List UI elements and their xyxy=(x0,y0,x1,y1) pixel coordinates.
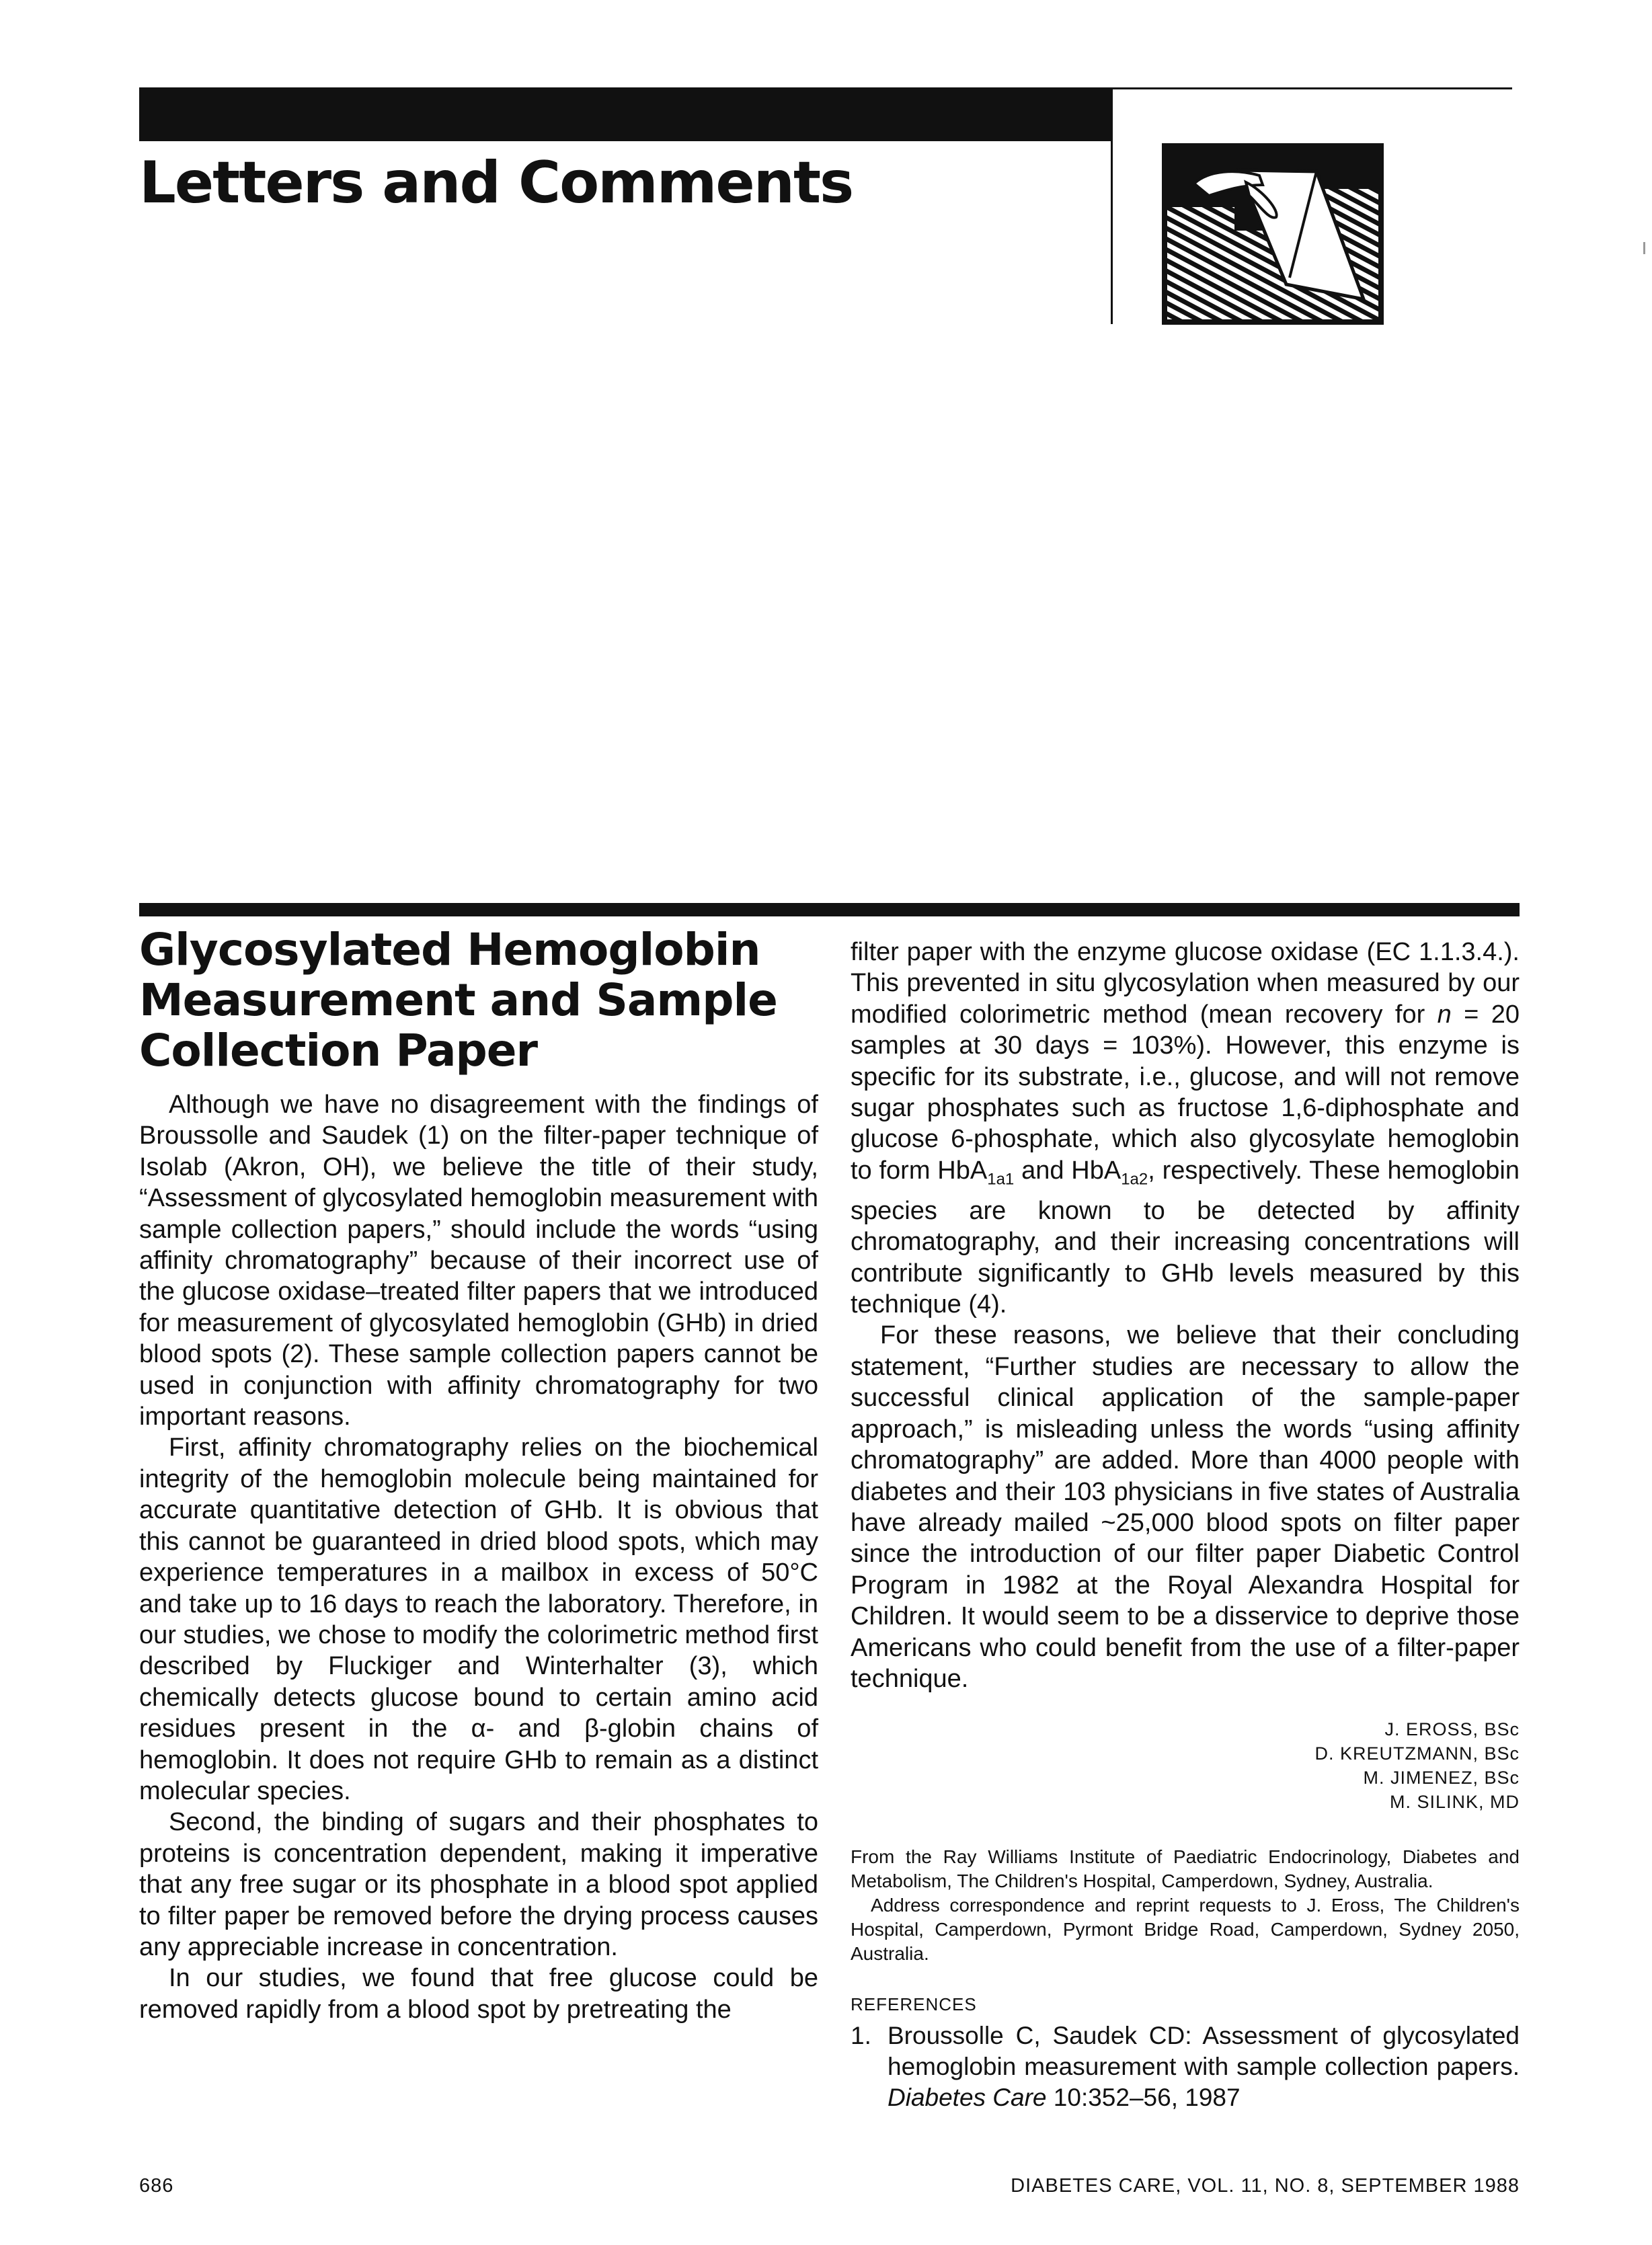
reference-citation: 10:352–56, 1987 xyxy=(1046,2084,1241,2112)
body-paragraph: First, affinity chromatography relies on the biochemical integrity of the hemoglobin molecule being maintained for accurate quantitative detection of GHb. It is obvious that this cannot be guaranteed in dried blood spots, which may experience temperatures in a mailbox in excess of 50°C and take up to 16 days to reach the laboratory. Therefore, in our studies, we chose to modify the colorimetric method first described by Fluckiger and Winterhalter (3), which chemically detects glucose bound to certain amino acid residues present in the α- and β-globin chains of hemoglobin. It does not require GHb to remain as a distinct molecular species. xyxy=(139,1433,818,1805)
author-signatures xyxy=(851,1717,1520,1814)
left-column xyxy=(139,924,818,2025)
author-name: J. EROSS, BSc xyxy=(1384,1719,1520,1740)
body-paragraph: For these reasons, we believe that their concluding statement, “Further studies are necessary to allow the successful clinical application of the sample-paper approach,” is misleading unless the words “using affinity chromatography” are added. More than 4000 people with diabetes and their 103 physicians in five states of Australia have already mailed ~25,000 blood spots on filter paper since the introduction of our filter paper Diabetic Control Program in 1982 at the Royal Alexandra Hospital for Children. It would seem to be a disservice to deprive those Americans who could benefit from the use of a filter-paper technique. xyxy=(851,1321,1520,1693)
header-thin-rule xyxy=(1111,87,1512,89)
references-heading: REFERENCES xyxy=(851,1994,977,2015)
reference-item xyxy=(851,2020,1520,2113)
subscript: 1a1 xyxy=(987,1170,1015,1189)
body-paragraph: In our studies, we found that free glucose could be removed rapidly from a blood spot by pretreating the xyxy=(139,1964,818,2024)
letter-envelope-icon xyxy=(1162,143,1384,325)
body-text-italic: n xyxy=(1437,1000,1452,1029)
correspondence-text: Address correspondence and reprint requests to J. Eross, The Children's Hospital, Camperdown, Pyrmont Bridge Road, Camperdown, Sydney 2050, Australia. xyxy=(851,1895,1520,1965)
article-title: Glycosylated Hemoglobin Measurement and Sample Collection Paper xyxy=(139,924,777,1076)
author-name: D. KREUTZMANN, BSc xyxy=(1314,1743,1520,1764)
reference-text: Broussolle C, Saudek CD: Assessment of glycosylated hemoglobin measurement with sample collection papers. xyxy=(888,2022,1520,2081)
body-text: and HbA xyxy=(1014,1156,1122,1185)
right-column xyxy=(851,937,1520,2113)
body-text: = 20 samples at 30 days = 103%). However, this enzyme is specific for its substrate, i.e., glucose, and will not remove sugar phosphates such as fructose 1,6-diphosphate and glucose 6-phosphate, which also glycosylate hemoglobin to form HbA xyxy=(851,1000,1520,1185)
section-title: Letters and Comments xyxy=(139,149,853,216)
page-number: 686 xyxy=(139,2175,174,2197)
author-name: M. JIMENEZ, BSc xyxy=(1363,1768,1520,1788)
margin-mark xyxy=(1643,242,1645,254)
body-paragraph: Second, the binding of sugars and their phosphates to proteins is concentration dependent, making it imperative that any free sugar or its phosphate in a blood spot applied to filter paper be removed before the drying process causes any appreciable increase in concentration. xyxy=(139,1808,818,1961)
body-paragraph xyxy=(851,937,1520,1320)
body-text: filter paper with the enzyme glucose oxidase (EC 1.1.3.4.). This prevented in situ glycosylation when measured by our modified colorimetric method (mean recovery for xyxy=(851,938,1520,1029)
header-black-bar xyxy=(139,87,1111,141)
reference-number: 1. xyxy=(851,2022,871,2050)
affiliation-block xyxy=(851,1845,1520,1966)
affiliation-text: From the Ray Williams Institute of Paediatric Endocrinology, Diabetes and Metabolism, The Children's Hospital, Camperdown, Sydney, Australia. xyxy=(851,1846,1520,1892)
header-vertical-rule xyxy=(1111,87,1113,324)
subscript: 1a2 xyxy=(1121,1170,1148,1189)
author-name: M. SILINK, MD xyxy=(1389,1792,1520,1813)
article-separator-rule xyxy=(139,903,1520,916)
body-text: , respectively. These hemoglobin species are known to be detected by affinity chromatography, and their increasing concentrations will contribute significantly to GHb levels measured by this technique (4). xyxy=(851,1156,1520,1319)
journal-info: DIABETES CARE, VOL. 11, NO. 8, SEPTEMBER 1988 xyxy=(1011,2175,1520,2197)
reference-journal: Diabetes Care xyxy=(888,2084,1047,2112)
body-paragraph: Although we have no disagreement with the findings of Broussolle and Saudek (1) on the filter-paper technique of Isolab (Akron, OH), we believe the title of their study, “Assessment of glycosylated hemoglobin measurement with sample collection papers,” should include the words “using affinity chromatography” because of their incorrect use of the glucose oxidase–treated filter papers that we introduced for measurement of glycosylated hemoglobin (GHb) in dried blood spots (2). These sample collection papers cannot be used in conjunction with affinity chromatography for two important reasons. xyxy=(139,1091,818,1431)
